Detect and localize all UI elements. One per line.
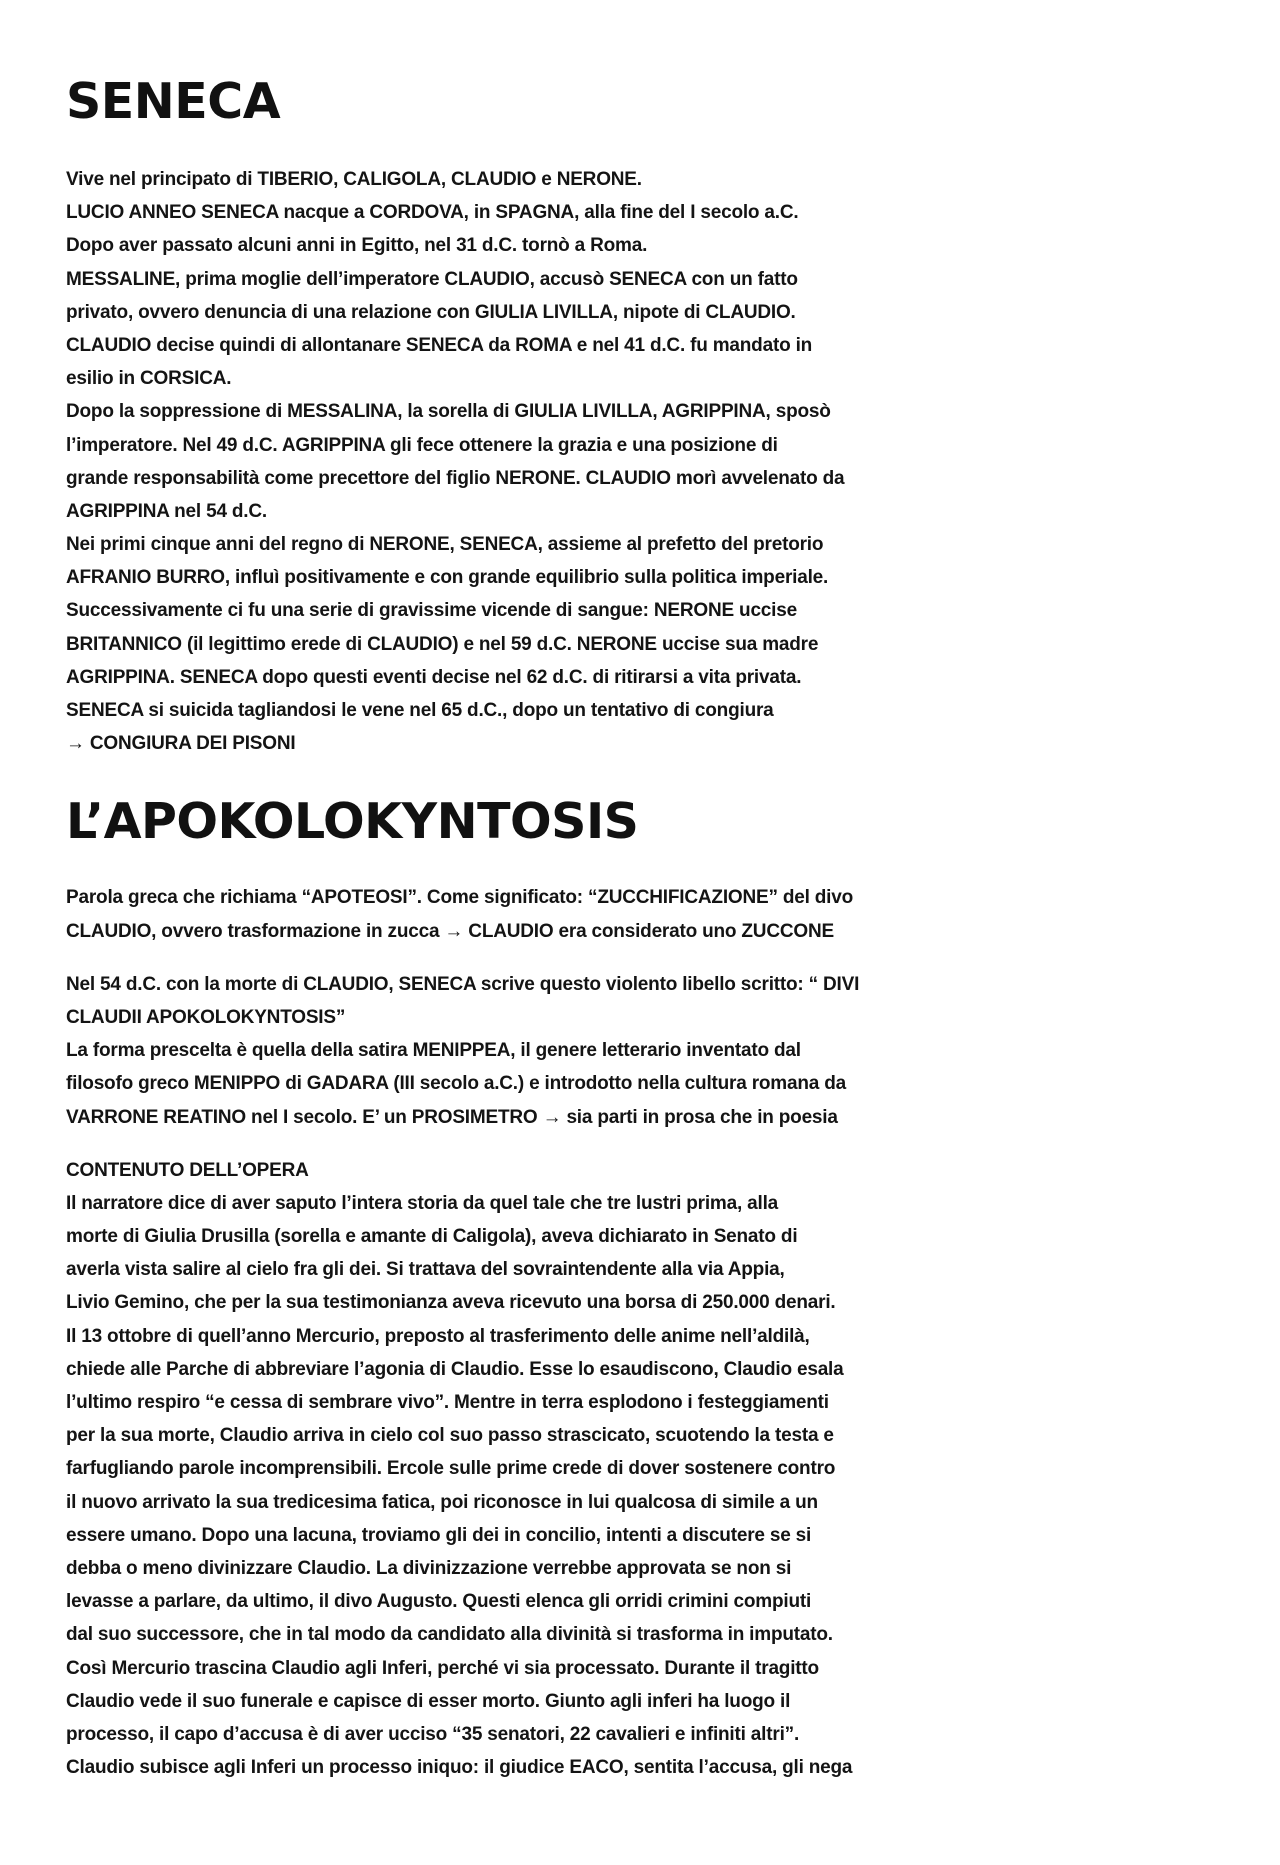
text-line: AGRIPPINA. SENECA dopo questi eventi decise nel 62 d.C. di ritirarsi a vita privata.: [66, 666, 802, 688]
text-line: il nuovo arrivato la sua tredicesima fatica, poi riconosce in lui qualcosa di simile a un: [66, 1491, 818, 1513]
text-line: AGRIPPINA nel 54 d.C.: [66, 500, 267, 522]
text-line: processo, il capo d’accusa è di aver ucciso “35 senatori, 22 cavalieri e infiniti altri”.: [66, 1723, 800, 1745]
text-line: per la sua morte, Claudio arriva in cielo col suo passo strascicato, scuotendo la testa e: [66, 1425, 834, 1447]
text-line: morte di Giulia Drusilla (sorella e amante di Caligola), aveva dichiarato in Senato di: [66, 1226, 798, 1248]
text-line: Successivamente ci fu una serie di gravissime vicende di sangue: NERONE uccise: [66, 600, 797, 622]
document-page: [66, 0, 986, 1784]
text-line: essere umano. Dopo una lacuna, troviamo gli dei in concilio, intenti a discutere se si: [66, 1524, 812, 1546]
content-heading: CONTENUTO DELL’OPERA: [66, 1159, 309, 1181]
text-line: dal suo successore, che in tal modo da candidato alla divinità si trasforma in imputato.: [66, 1624, 833, 1646]
text-line: Nel 54 d.C. con la morte di CLAUDIO, SENECA scrive questo violento libello scritto: “ DIVI: [66, 973, 860, 995]
text-line: Dopo la soppressione di MESSALINA, la sorella di GIULIA LIVILLA, AGRIPPINA, sposò: [66, 401, 831, 423]
text-line: farfugliando parole incomprensibili. Ercole sulle prime crede di dover sostenere contro: [66, 1458, 836, 1480]
heading-seneca: SENECA: [66, 73, 281, 130]
text-line: l’ultimo respiro “e cessa di sembrare vivo”. Mentre in terra esplodono i festeggiamenti: [66, 1392, 829, 1413]
text-line: filosofo greco MENIPPO di GADARA (III secolo a.C.) e introdotto nella cultura romana da: [66, 1073, 846, 1095]
heading-apokolokyntosis: L’APOKOLOKYNTOSIS: [66, 793, 639, 851]
text-line: Nei primi cinque anni del regno di NERONE, SENECA, assieme al prefetto del pretorio: [66, 534, 824, 556]
text-line: Così Mercurio trascina Claudio agli Inferi, perché vi sia processato. Durante il tragitto: [66, 1657, 819, 1679]
text-line: Claudio vede il suo funerale e capisce di esser morto. Giunto agli inferi ha luogo il: [66, 1690, 791, 1712]
text-line: CLAUDIO decise quindi di allontanare SENECA da ROMA e nel 41 d.C. fu mandato in: [66, 334, 813, 356]
text-line: levasse a parlare, da ultimo, il divo Augusto. Questi elenca gli orridi crimini compiuti: [66, 1591, 812, 1613]
text-line: l’imperatore. Nel 49 d.C. AGRIPPINA gli fece ottenere la grazia e una posizione di: [66, 434, 778, 456]
text-line: LUCIO ANNEO SENECA nacque a CORDOVA, in SPAGNA, alla fine del I secolo a.C.: [66, 202, 799, 224]
text-line: CLAUDIO, ovvero trasformazione in zucca → CLAUDIO era considerato uno ZUCCONE: [66, 920, 834, 942]
text-line: AFRANIO BURRO, influì positivamente e con grande equilibrio sulla politica imperiale.: [66, 567, 829, 589]
text-line: chiede alle Parche di abbreviare l’agonia di Claudio. Esse lo esaudiscono, Claudio esala: [66, 1358, 844, 1380]
text-line: Il narratore dice di aver saputo l’intera storia da quel tale che tre lustri prima, alla: [66, 1192, 779, 1214]
text-line: VARRONE REATINO nel I secolo. E’ un PROSIMETRO → sia parti in prosa che in poesia: [66, 1106, 838, 1128]
text-line: esilio in CORSICA.: [66, 368, 232, 390]
text-line: grande responsabilità come precettore del figlio NERONE. CLAUDIO morì avvelenato da: [66, 467, 845, 489]
text-line: Il 13 ottobre di quell’anno Mercurio, preposto al trasferimento delle anime nell’aldilà,: [66, 1325, 810, 1347]
text-line: Parola greca che richiama “APOTEOSI”. Come significato: “ZUCCHIFICAZIONE” del divo: [66, 887, 854, 909]
text-line: debba o meno divinizzare Claudio. La divinizzazione verrebbe approvata se non si: [66, 1557, 792, 1579]
text-line: SENECA si suicida tagliandosi le vene nel 65 d.C., dopo un tentativo di congiura: [66, 700, 774, 721]
text-line: La forma prescelta è quella della satira MENIPPEA, il genere letterario inventato dal: [66, 1040, 801, 1062]
apokolokyntosis-content: [66, 1154, 986, 1785]
text-line: Livio Gemino, che per la sua testimonianza aveva ricevuto una borsa di 250.000 denari.: [66, 1292, 836, 1314]
apokolokyntosis-meaning: [66, 881, 986, 947]
text-line: averla vista salire al cielo fra gli dei. Si trattava del sovraintendente alla via Appia,: [66, 1259, 785, 1281]
text-line: MESSALINE, prima moglie dell’imperatore CLAUDIO, accusò SENECA con un fatto: [66, 268, 798, 290]
text-line: Dopo aver passato alcuni anni in Egitto, nel 31 d.C. tornò a Roma.: [66, 235, 648, 257]
text-line: Vive nel principato di TIBERIO, CALIGOLA, CLAUDIO e NERONE.: [66, 169, 642, 190]
text-line: privato, ovvero denuncia di una relazione con GIULIA LIVILLA, nipote di CLAUDIO.: [66, 301, 796, 323]
apokolokyntosis-form: [66, 968, 986, 1134]
text-line: → CONGIURA DEI PISONI: [66, 733, 296, 755]
text-line: Claudio subisce agli Inferi un processo iniquo: il giudice EACO, sentita l’accusa, gli nega: [66, 1757, 853, 1779]
text-line: CLAUDII APOKOLOKYNTOSIS”: [66, 1006, 346, 1028]
text-line: BRITANNICO (il legittimo erede di CLAUDIO) e nel 59 d.C. NERONE uccise sua madre: [66, 633, 819, 655]
seneca-biography: [66, 163, 986, 760]
